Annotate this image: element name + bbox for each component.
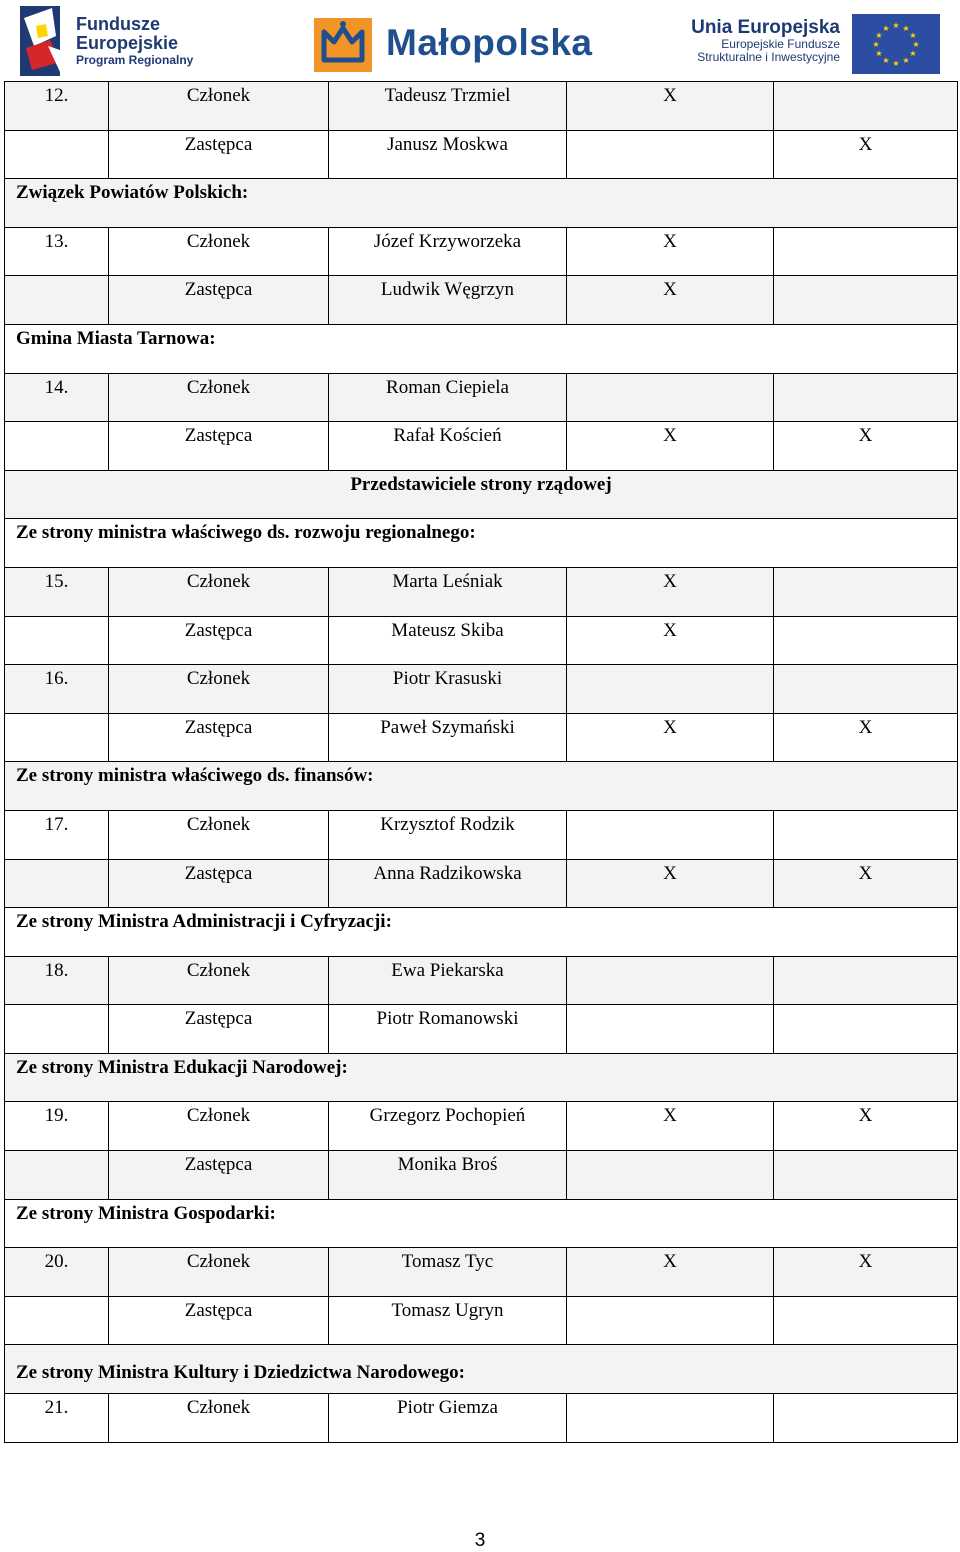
row-number: [5, 616, 109, 665]
name-cell: [329, 1296, 567, 1345]
row-number-text: [5, 1005, 108, 1009]
member-row: [5, 1248, 958, 1297]
name-cell: [329, 1005, 567, 1054]
role-cell: [109, 713, 329, 762]
section-row: [5, 762, 958, 811]
mark-col2-cell: [774, 82, 958, 131]
name-cell-text: Tomasz Tyc: [401, 1251, 494, 1273]
eu-logo-line3: Strukturalne i Inwestycyjne: [697, 49, 840, 64]
row-number: [5, 665, 109, 714]
member-row: [5, 1102, 958, 1151]
row-number-text: 13.: [44, 230, 69, 252]
mark-col1-cell: [567, 859, 774, 908]
fe-star-icon: [20, 6, 70, 76]
row-number: [5, 567, 109, 616]
row-number: [5, 227, 109, 276]
mark-col2-cell: [774, 956, 958, 1005]
row-number-text: 19.: [44, 1105, 69, 1127]
mark-col1-cell-text: X: [663, 716, 677, 738]
svg-text:★: ★: [902, 56, 910, 65]
row-number-text: [5, 617, 108, 621]
page-number: 3: [474, 1530, 486, 1551]
section-row: [5, 324, 958, 373]
section-row: [5, 519, 958, 568]
svg-text:★: ★: [882, 24, 890, 33]
page-header: [0, 0, 960, 80]
section-heading: [5, 179, 958, 228]
row-number: [5, 82, 109, 131]
row-number-text: 14.: [44, 376, 69, 398]
role-cell: [109, 859, 329, 908]
mark-col2-cell: [774, 1151, 958, 1200]
mark-col1-cell-text: [567, 1151, 773, 1155]
mark-col1-cell: [567, 1248, 774, 1297]
mark-col1-cell-text: X: [663, 425, 677, 447]
name-cell: [329, 956, 567, 1005]
role-cell-text: Zastępca: [184, 1154, 253, 1176]
name-cell: [329, 713, 567, 762]
mark-col2-cell: [774, 130, 958, 179]
group-heading: [5, 470, 958, 519]
name-cell: [329, 227, 567, 276]
role-cell-text: Członek: [186, 1105, 251, 1127]
name-cell-text: Józef Krzyworzeka: [373, 230, 522, 252]
mark-col2-cell: [774, 1005, 958, 1054]
name-cell-text: Mateusz Skiba: [391, 619, 504, 641]
role-cell-text: Członek: [186, 813, 251, 835]
mark-col1-cell: [567, 1102, 774, 1151]
name-cell-text: Paweł Szymański: [380, 716, 515, 738]
mark-col1-cell: [567, 956, 774, 1005]
section-heading-text: Ze strony Ministra Kultury i Dziedzictwa Narodowego:: [16, 1362, 465, 1384]
member-row: [5, 665, 958, 714]
mark-col1-cell-text: X: [663, 230, 677, 252]
role-cell: [109, 616, 329, 665]
row-number: [5, 956, 109, 1005]
role-cell-text: Zastępca: [184, 425, 253, 447]
section-heading: [5, 324, 958, 373]
row-number-text: 21.: [44, 1397, 69, 1419]
name-cell: [329, 276, 567, 325]
name-cell: [329, 810, 567, 859]
mark-col1-cell-text: X: [663, 862, 677, 884]
row-number-text: 17.: [44, 813, 69, 835]
section-heading-text: Ze strony Ministra Edukacji Narodowej:: [16, 1056, 348, 1078]
name-cell: [329, 665, 567, 714]
mark-col2-cell-text: [774, 1005, 957, 1009]
mark-col2-cell: [774, 1296, 958, 1345]
name-cell-text: Tomasz Ugryn: [391, 1299, 504, 1321]
mark-col2-cell-text: [774, 1297, 957, 1301]
role-cell-text: Członek: [186, 85, 251, 106]
svg-text:★: ★: [909, 49, 917, 58]
row-number-text: 15.: [44, 570, 69, 592]
mark-col2-cell-text: [774, 665, 957, 669]
section-row: [5, 1199, 958, 1248]
section-heading: [5, 519, 958, 568]
eu-logo-line1: Unia Europejska: [691, 17, 840, 38]
mark-col2-cell-text: X: [858, 133, 873, 155]
role-cell-text: Zastępca: [184, 279, 253, 301]
section-heading-text: Ze strony ministra właściwego ds. rozwoju regionalnego:: [16, 522, 476, 544]
members-table-body: [5, 82, 958, 1443]
mark-col1-cell: [567, 1005, 774, 1054]
row-number-text: [5, 131, 108, 135]
name-cell-text: Rafał Koścień: [393, 425, 502, 447]
mark-col2-cell: [774, 1248, 958, 1297]
svg-text:★: ★: [875, 49, 883, 58]
svg-text:★: ★: [892, 21, 900, 30]
eu-flag-icon: [852, 14, 940, 74]
mark-col1-cell: [567, 1394, 774, 1443]
name-cell: [329, 1394, 567, 1443]
row-number-text: 20.: [44, 1251, 69, 1273]
name-cell: [329, 422, 567, 471]
fundusze-europejskie-logo: [20, 6, 210, 76]
row-number: [5, 713, 109, 762]
mark-col1-cell: [567, 130, 774, 179]
row-number: [5, 810, 109, 859]
role-cell-text: Zastępca: [184, 716, 253, 738]
role-cell: [109, 956, 329, 1005]
name-cell-text: Grzegorz Pochopień: [369, 1105, 526, 1127]
mark-col2-cell-text: [774, 811, 957, 815]
row-number-text: [5, 276, 108, 280]
section-heading-text: Gmina Miasta Tarnowa:: [16, 327, 216, 349]
role-cell-text: Zastępca: [184, 133, 253, 155]
row-number: [5, 373, 109, 422]
mark-col1-cell: [567, 1296, 774, 1345]
section-row: [5, 179, 958, 228]
role-cell: [109, 665, 329, 714]
svg-text:★: ★: [912, 40, 920, 49]
row-number: [5, 422, 109, 471]
mark-col2-cell: [774, 1394, 958, 1443]
mark-col2-cell-text: X: [858, 425, 873, 447]
mark-col2-cell: [774, 373, 958, 422]
mark-col1-cell: [567, 276, 774, 325]
role-cell-text: Członek: [186, 230, 251, 252]
member-row: [5, 227, 958, 276]
mark-col2-cell: [774, 810, 958, 859]
member-row: [5, 956, 958, 1005]
mark-col2-cell-text: X: [858, 862, 873, 884]
mark-col1-cell-text: [567, 811, 773, 815]
member-row: [5, 422, 958, 471]
name-cell-text: Piotr Giemza: [397, 1397, 498, 1419]
member-row: [5, 1005, 958, 1054]
mark-col1-cell-text: X: [663, 85, 677, 106]
svg-text:★: ★: [882, 56, 890, 65]
row-number-text: [5, 422, 108, 426]
row-number: [5, 1102, 109, 1151]
section-row: [5, 1345, 958, 1394]
mark-col2-cell-text: [774, 228, 957, 232]
mark-col2-cell: [774, 422, 958, 471]
mark-col1-cell-text: [567, 1005, 773, 1009]
name-cell: [329, 1151, 567, 1200]
section-heading: [5, 1199, 958, 1248]
role-cell: [109, 1394, 329, 1443]
member-row: [5, 859, 958, 908]
row-number-text: 16.: [44, 668, 69, 690]
role-cell-text: Członek: [186, 570, 251, 592]
role-cell-text: Zastępca: [184, 619, 253, 641]
role-cell: [109, 276, 329, 325]
mark-col2-cell-text: [774, 276, 957, 280]
mark-col2-cell-text: [774, 1394, 957, 1398]
row-number: [5, 1151, 109, 1200]
role-cell: [109, 1151, 329, 1200]
fe-logo-line3: Program Regionalny: [76, 53, 194, 67]
member-row: [5, 713, 958, 762]
mark-col1-cell: [567, 665, 774, 714]
role-cell: [109, 422, 329, 471]
name-cell-text: Monika Broś: [397, 1154, 498, 1176]
unia-europejska-logo: [668, 14, 948, 78]
mark-col1-cell-text: [567, 1297, 773, 1301]
role-cell: [109, 810, 329, 859]
mark-col1-cell-text: X: [663, 1105, 677, 1127]
mark-col2-cell-text: [774, 374, 957, 378]
member-row: [5, 1394, 958, 1443]
role-cell-text: Członek: [186, 1397, 251, 1419]
name-cell-text: Ludwik Węgrzyn: [380, 279, 515, 301]
mark-col2-cell: [774, 276, 958, 325]
name-cell: [329, 1102, 567, 1151]
name-cell-text: Roman Ciepiela: [386, 376, 509, 398]
mark-col2-cell-text: [774, 617, 957, 621]
mark-col2-cell: [774, 859, 958, 908]
name-cell: [329, 1248, 567, 1297]
mark-col2-cell-text: X: [858, 1105, 873, 1127]
group-heading-row: [5, 470, 958, 519]
section-row: [5, 908, 958, 957]
member-row: [5, 373, 958, 422]
mark-col1-cell: [567, 713, 774, 762]
svg-text:★: ★: [872, 40, 880, 49]
fe-logo-line2: Europejskie: [76, 33, 179, 53]
name-cell: [329, 616, 567, 665]
name-cell: [329, 130, 567, 179]
role-cell: [109, 373, 329, 422]
row-number: [5, 130, 109, 179]
role-cell: [109, 1005, 329, 1054]
mark-col1-cell: [567, 1151, 774, 1200]
role-cell-text: Zastępca: [184, 1299, 253, 1321]
mark-col1-cell-text: X: [663, 1251, 677, 1273]
row-number-text: 12.: [44, 85, 69, 106]
mark-col2-cell: [774, 713, 958, 762]
section-heading-text: Ze strony Ministra Gospodarki:: [16, 1202, 276, 1224]
member-row: [5, 1296, 958, 1345]
member-row: [5, 82, 958, 131]
section-heading: [5, 1053, 958, 1102]
section-heading-text: Związek Powiatów Polskich:: [16, 182, 249, 204]
section-heading: [5, 908, 958, 957]
member-row: [5, 276, 958, 325]
mark-col1-cell-text: X: [663, 619, 677, 641]
name-cell-text: Janusz Moskwa: [387, 133, 508, 155]
malopolska-wordmark: Małopolska: [386, 22, 593, 63]
role-cell: [109, 82, 329, 131]
name-cell-text: Piotr Krasuski: [392, 668, 503, 690]
role-cell-text: Członek: [186, 668, 251, 690]
row-number-text: [5, 1151, 108, 1155]
member-row: [5, 616, 958, 665]
name-cell: [329, 82, 567, 131]
mark-col1-cell: [567, 616, 774, 665]
mark-col1-cell-text: [567, 374, 773, 378]
role-cell-text: Członek: [186, 959, 251, 981]
role-cell-text: Zastępca: [184, 1008, 253, 1030]
name-cell-text: Tadeusz Trzmiel: [384, 85, 511, 106]
mark-col1-cell-text: X: [663, 279, 677, 301]
svg-text:★: ★: [892, 59, 900, 68]
mark-col2-cell: [774, 1102, 958, 1151]
name-cell-text: Anna Radzikowska: [373, 862, 522, 884]
role-cell: [109, 567, 329, 616]
name-cell: [329, 859, 567, 908]
role-cell: [109, 227, 329, 276]
svg-text:★: ★: [875, 31, 883, 40]
members-table: [4, 81, 958, 1443]
row-number: [5, 1248, 109, 1297]
name-cell-text: Ewa Piekarska: [391, 959, 504, 981]
member-row: [5, 130, 958, 179]
name-cell-text: Piotr Romanowski: [376, 1008, 519, 1030]
mark-col1-cell-text: [567, 665, 773, 669]
row-number: [5, 859, 109, 908]
mark-col1-cell-text: X: [663, 570, 677, 592]
row-number-text: [5, 860, 108, 864]
section-heading: [5, 762, 958, 811]
name-cell-text: Krzysztof Rodzik: [380, 813, 515, 835]
mark-col1-cell-text: [567, 1394, 773, 1398]
mark-col2-cell-text: X: [858, 716, 873, 738]
member-row: [5, 1151, 958, 1200]
mark-col1-cell-text: [567, 131, 773, 135]
row-number-text: 18.: [44, 959, 69, 981]
role-cell: [109, 1102, 329, 1151]
row-number-text: [5, 714, 108, 718]
role-cell: [109, 1248, 329, 1297]
role-cell-text: Członek: [186, 376, 251, 398]
mark-col1-cell-text: [567, 957, 773, 961]
eu-logo-line2: Europejskie Fundusze: [721, 36, 840, 51]
section-heading-text: Ze strony Ministra Administracji i Cyfryzacji:: [16, 911, 392, 933]
member-row: [5, 567, 958, 616]
row-number-text: [5, 1297, 108, 1301]
section-heading-text: Ze strony ministra właściwego ds. finansów:: [16, 765, 374, 787]
group-heading-text: Przedstawiciele strony rządowej: [350, 473, 612, 495]
name-cell-text: Marta Leśniak: [392, 570, 503, 592]
svg-text:★: ★: [909, 31, 917, 40]
mark-col2-cell-text: [774, 1151, 957, 1155]
malopolska-crown-icon: [314, 16, 374, 74]
row-number: [5, 1005, 109, 1054]
malopolska-logo: [314, 16, 604, 74]
role-cell: [109, 1296, 329, 1345]
svg-text:★: ★: [902, 24, 910, 33]
mark-col1-cell: [567, 567, 774, 616]
section-heading: [5, 1345, 958, 1394]
role-cell-text: Członek: [186, 1251, 251, 1273]
mark-col1-cell: [567, 373, 774, 422]
role-cell: [109, 130, 329, 179]
member-row: [5, 810, 958, 859]
mark-col2-cell-text: [774, 82, 957, 86]
mark-col2-cell-text: [774, 568, 957, 572]
mark-col1-cell: [567, 810, 774, 859]
mark-col2-cell-text: [774, 957, 957, 961]
mark-col2-cell: [774, 567, 958, 616]
name-cell: [329, 567, 567, 616]
section-row: [5, 1053, 958, 1102]
row-number: [5, 276, 109, 325]
mark-col1-cell: [567, 422, 774, 471]
row-number: [5, 1296, 109, 1345]
mark-col2-cell: [774, 665, 958, 714]
role-cell-text: Zastępca: [184, 862, 253, 884]
mark-col2-cell-text: X: [858, 1251, 873, 1273]
mark-col1-cell: [567, 82, 774, 131]
row-number: [5, 1394, 109, 1443]
mark-col2-cell: [774, 227, 958, 276]
fe-logo-line1: Fundusze: [76, 14, 160, 34]
mark-col1-cell: [567, 227, 774, 276]
name-cell: [329, 373, 567, 422]
mark-col2-cell: [774, 616, 958, 665]
